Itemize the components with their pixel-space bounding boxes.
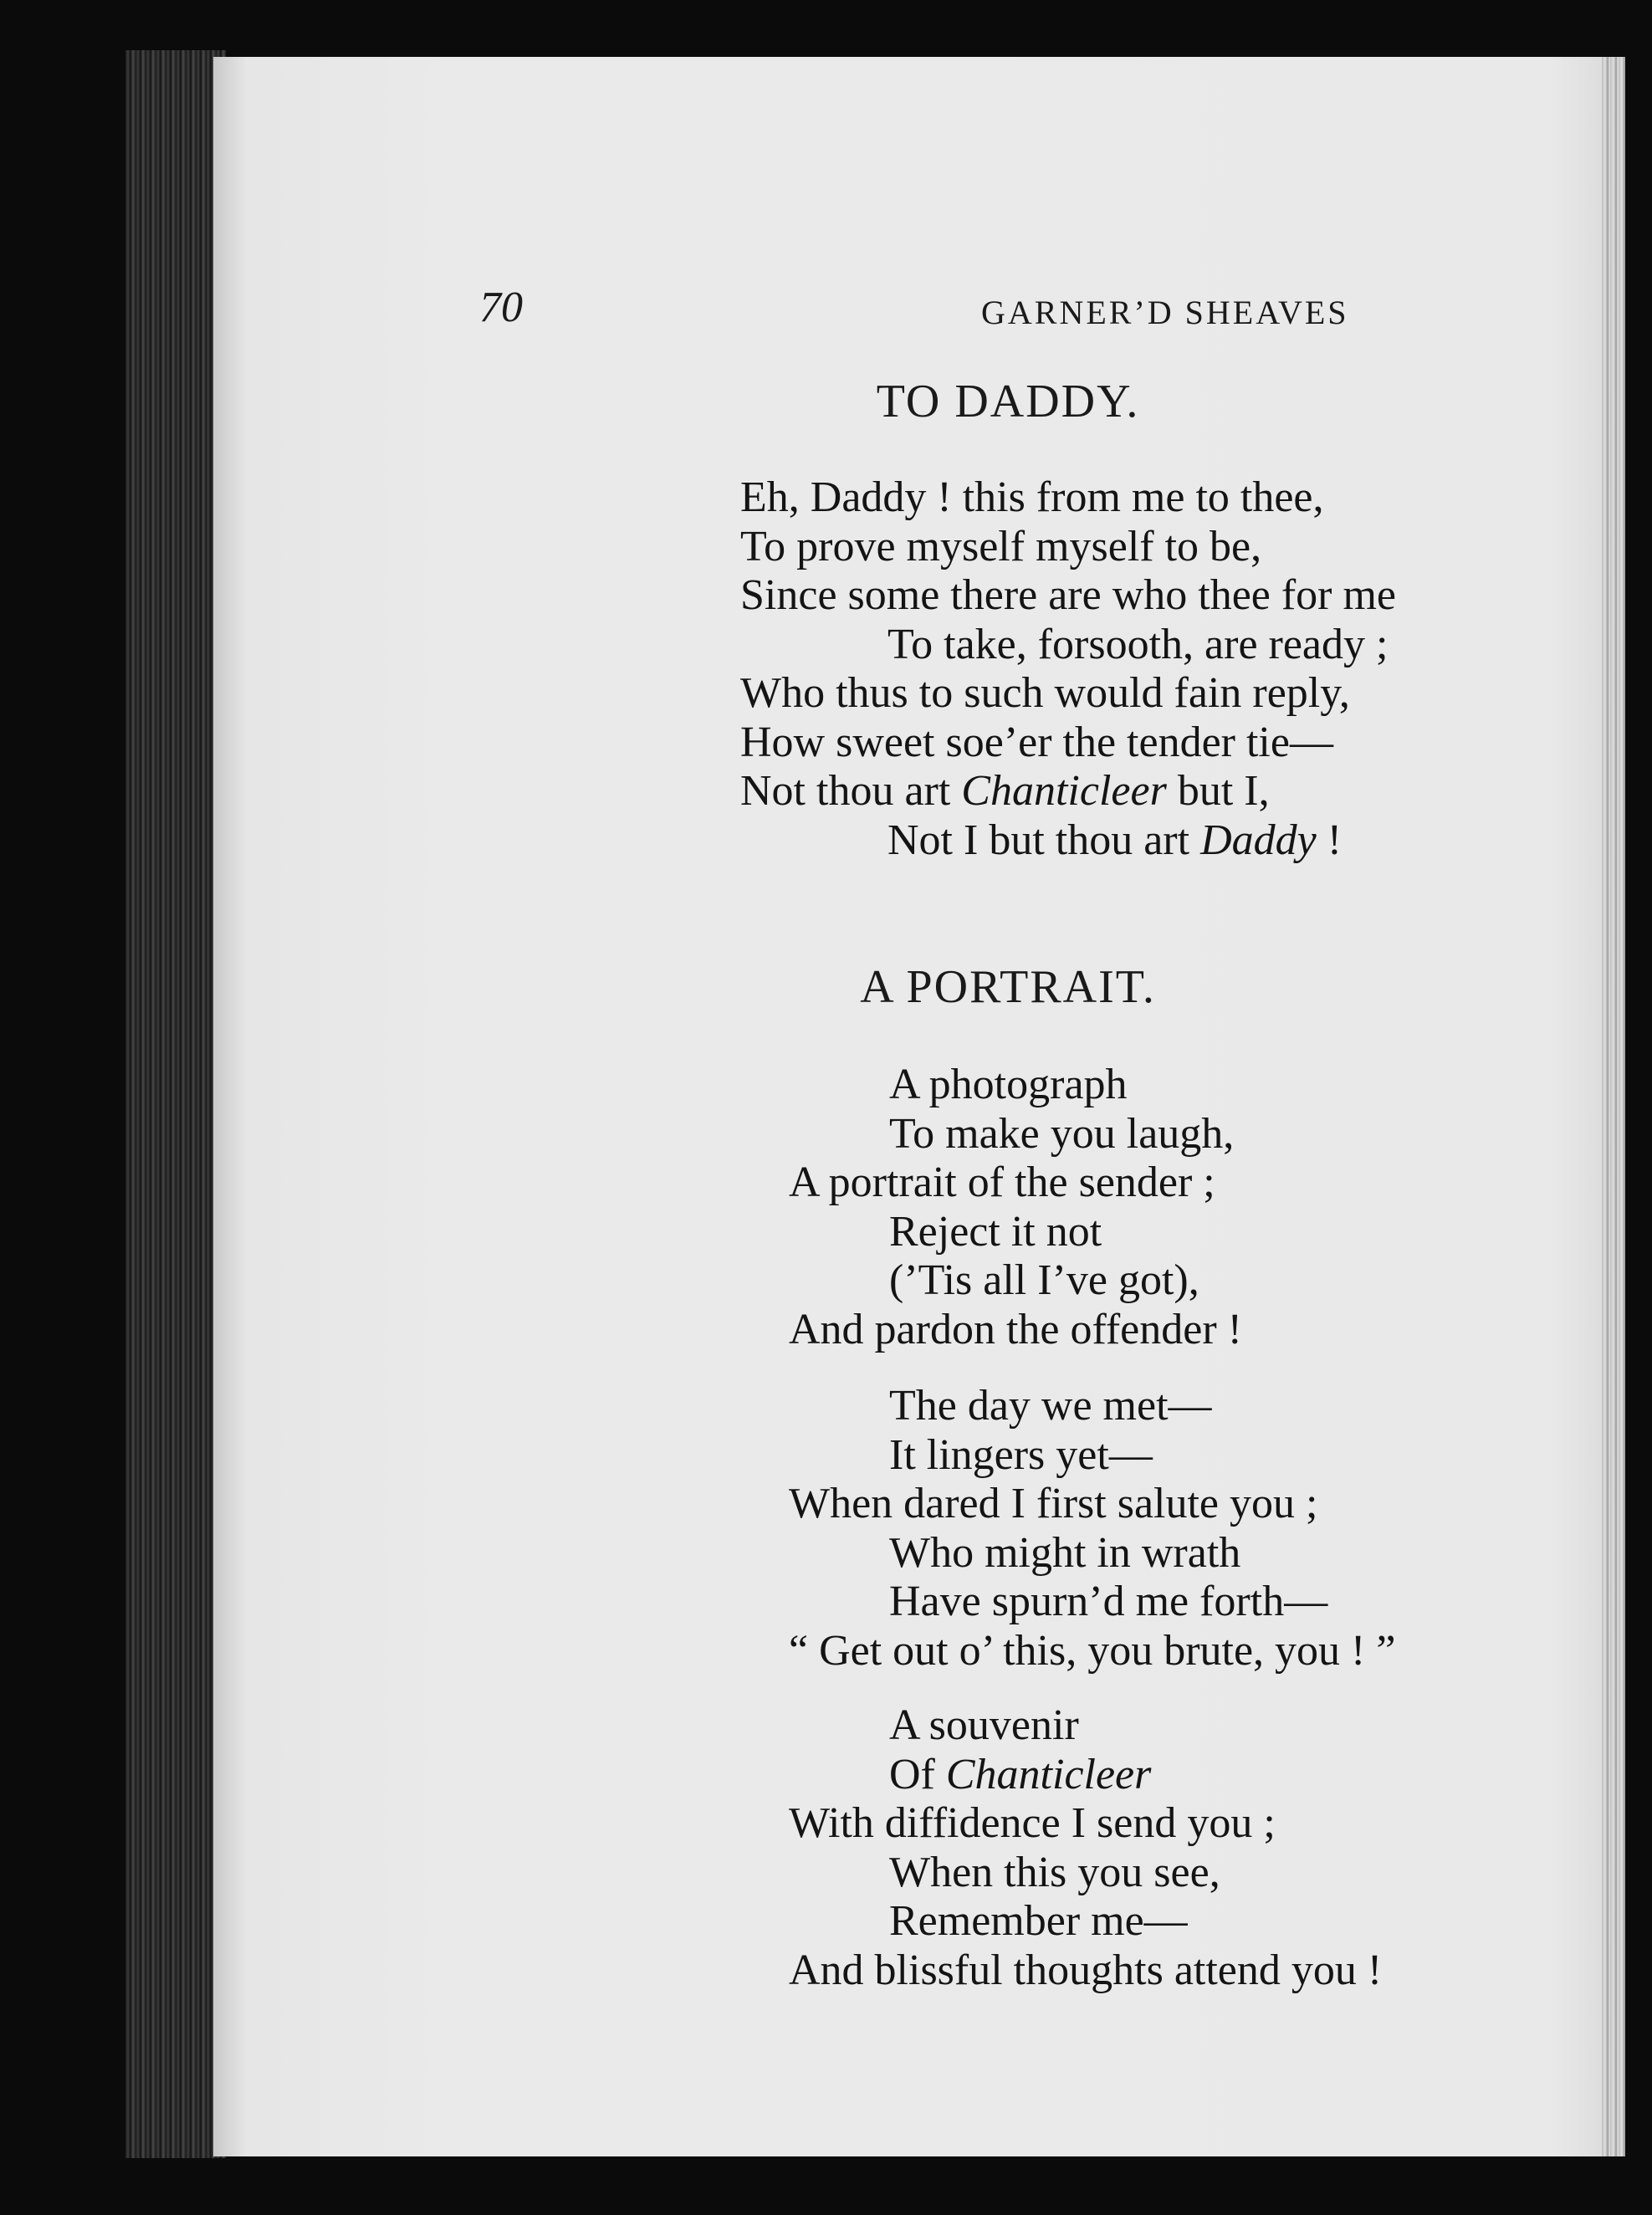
poem-line [740, 767, 1396, 816]
poem-line: To prove myself myself to be, [740, 522, 1262, 570]
running-head [479, 283, 1399, 333]
italic-name: Daddy [1200, 816, 1317, 864]
poem-a-portrait-stanza-1 [789, 1061, 1242, 1354]
poem-a-portrait-stanza-2 [789, 1382, 1395, 1675]
poem-line: “ Get out o’ this, you brute, you ! ” [789, 1626, 1396, 1675]
page-edge [1602, 57, 1625, 2156]
line-text: but I, [1166, 767, 1270, 815]
poem-line: And pardon the offender ! [789, 1305, 1242, 1353]
poem-line: Who thus to such would fain reply, [740, 669, 1350, 717]
book-page [213, 57, 1625, 2156]
italic-name: Chanticleer [945, 1750, 1152, 1798]
line-text: Not I but thou art [887, 816, 1201, 864]
poem-line [740, 816, 1396, 866]
poem-line: And blissful thoughts attend you ! [789, 1946, 1383, 1994]
poem-line: Since some there are who thee for me [740, 571, 1397, 619]
poem-line: (’Tis all I’ve got), [889, 1256, 1199, 1304]
poem-line: When this you see, [889, 1848, 1220, 1896]
poem-line: Eh, Daddy ! this from me to thee, [740, 473, 1324, 521]
poem-line: A portrait of the sender ; [789, 1159, 1215, 1206]
poem-a-portrait-stanza-3 [789, 1701, 1382, 1995]
poem-title-a-portrait: A PORTRAIT. [860, 961, 1156, 1013]
poem-line: A photograph [889, 1061, 1128, 1108]
book-title: GARNER’D SHEAVES [981, 294, 1349, 331]
poem-line: Remember me— [889, 1897, 1188, 1945]
poem-to-daddy-stanza [740, 473, 1396, 865]
poem-line: How sweet soe’er the tender tie— [740, 718, 1333, 766]
italic-name: Chanticleer [961, 767, 1167, 815]
poem-line: To make you laugh, [889, 1109, 1235, 1158]
book-binding [125, 50, 226, 2158]
poem-title-to-daddy: TO DADDY. [876, 376, 1140, 427]
poem-line: With diffidence I send you ; [789, 1799, 1276, 1847]
poem-line: The day we met— [889, 1382, 1212, 1430]
line-text: ! [1316, 816, 1343, 864]
poem-line: Reject it not [889, 1207, 1102, 1256]
poem-line [789, 1751, 1382, 1800]
poem-line: To take, forsooth, are ready ; [887, 620, 1389, 668]
poem-line: A souvenir [889, 1701, 1079, 1749]
poem-line: When dared I first salute you ; [789, 1480, 1318, 1527]
poem-line: Have spurn’d me forth— [889, 1578, 1328, 1625]
poem-line: It lingers yet— [889, 1430, 1153, 1479]
poem-line: Who might in wrath [889, 1528, 1241, 1577]
line-text: Of [889, 1750, 946, 1798]
page-number: 70 [479, 284, 523, 331]
line-text: Not thou art [740, 767, 962, 815]
